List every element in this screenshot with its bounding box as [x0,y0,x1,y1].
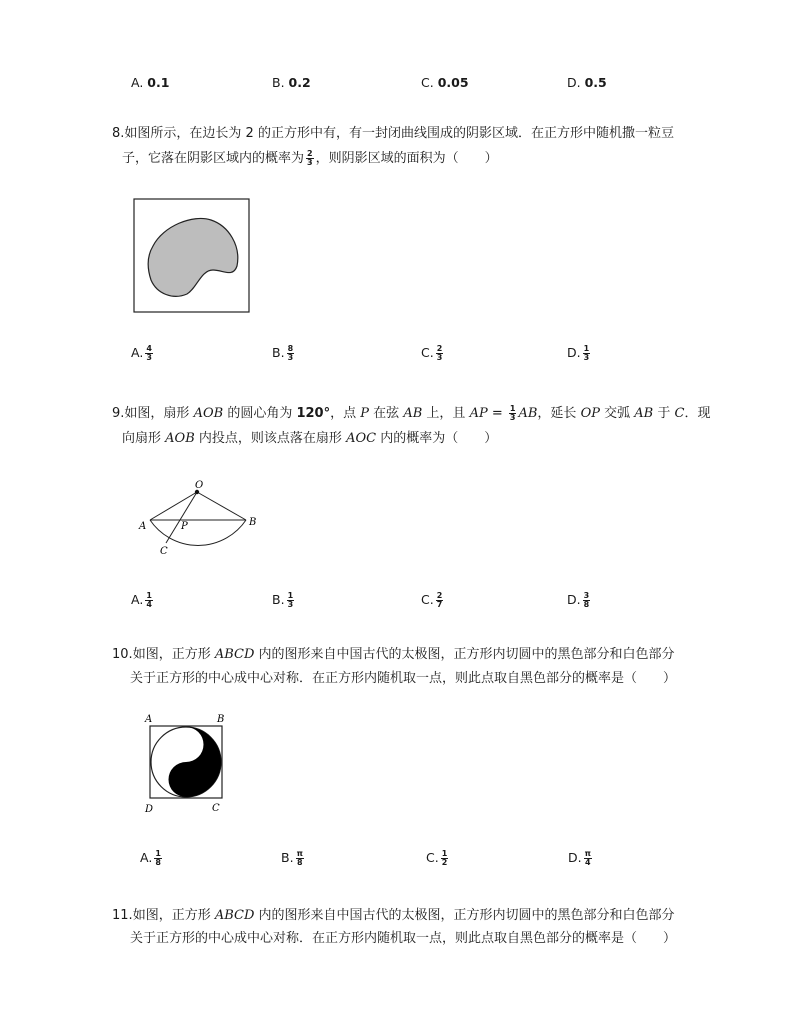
sector-arc [150,520,246,545]
option-value: 0.1 [147,75,170,90]
option-letter: D. [567,75,581,90]
q9-option-a[interactable]: A. $\frac{1}{4}$ [131,591,152,609]
probability-fraction: $\frac{2}{3}$ [307,149,313,167]
q8-option-c[interactable]: C. $\frac{2}{3}$ [421,344,443,362]
q7-option-c[interactable] [421,75,469,90]
q10-option-c[interactable]: C. $\frac{1}{2}$ [426,849,448,867]
q9-line-1: 9.如图，扇形 AOB 的圆心角为 120°，点 P 在弦 AB 上，且 AP = $\frac{1}{3}$ AB，延长 OP 交弧 AB 于 C．现 [112,404,711,422]
label-d: D [145,804,154,815]
question-text: ，则阴影区域的面积为（ ） [315,151,498,166]
q7-option-b[interactable] [272,75,311,90]
q8-line-1 [112,125,674,143]
q8-option-d[interactable]: D. $\frac{1}{3}$ [567,344,590,362]
q10-option-b[interactable]: B. $\frac{\pi}{8}$ [281,849,303,867]
radius-oa [150,492,197,520]
q9-line-2: 向扇形 AOB 内投点，则该点落在扇形 AOC 内的概率为（ ） [122,431,498,446]
option-letter: A. [131,75,144,90]
q8-option-b[interactable]: B. $\frac{8}{3}$ [272,344,294,362]
question-text: 如图所示，在边长为 2 的正方形中有，有一封闭曲线围成的阴影区域．在正方形中随机撒一粒豆 [124,126,674,141]
option-value: 0.5 [584,75,607,90]
q10-line-2: 关于正方形的中心成中心对称．在正方形内随机取一点，则此点取自黑色部分的概率是（ ） [130,671,677,686]
label-a: A [139,521,147,532]
q9-option-b[interactable]: B. $\frac{1}{3}$ [272,591,294,609]
label-c: C [160,546,168,557]
q10-line-1: 10.如图，正方形 ABCD 内的图形来自中国古代的太极图，正方形内切圆中的黑色部分和白色部分 [112,647,675,662]
option-letter: B. [272,75,285,90]
q7-option-a[interactable] [131,75,169,90]
q11-line-1: 11.如图，正方形 ABCD 内的图形来自中国古代的太极图，正方形内切圆中的黑色部分和白色部分 [112,908,675,923]
q11-line-2: 关于正方形的中心成中心对称．在正方形内随机取一点，则此点取自黑色部分的概率是（ ） [130,931,677,946]
label-a: A [145,714,153,725]
q10-option-a[interactable]: A. $\frac{1}{8}$ [140,849,161,867]
q8-option-a[interactable]: A. $\frac{4}{3}$ [131,344,152,362]
q9-option-c[interactable]: C. $\frac{2}{7}$ [421,591,443,609]
question-number: 8. [112,126,125,141]
option-letter: C. [421,75,434,90]
label-o: O [195,480,204,491]
black-dot [182,775,191,784]
q10-figure-taiji-in-square [138,712,233,820]
radius-ob [197,492,246,520]
segment-oc [166,492,197,543]
label-c: C [212,803,220,814]
white-dot [182,740,191,749]
q7-option-d[interactable] [567,75,607,90]
q8-line-2 [122,150,498,168]
option-value: 0.2 [288,75,311,90]
question-text: 子，它落在阴影区域内的概率为 [122,151,305,166]
q9-option-d[interactable]: D. $\frac{3}{8}$ [567,591,590,609]
label-p: P [181,521,188,532]
q8-figure-square-with-shaded-region [133,198,251,314]
q10-option-d[interactable]: D. $\frac{\pi}{4}$ [568,849,591,867]
label-b: B [249,517,257,528]
q9-figure-sector [130,475,265,560]
option-value: 0.05 [437,75,469,90]
label-b: B [217,714,225,725]
